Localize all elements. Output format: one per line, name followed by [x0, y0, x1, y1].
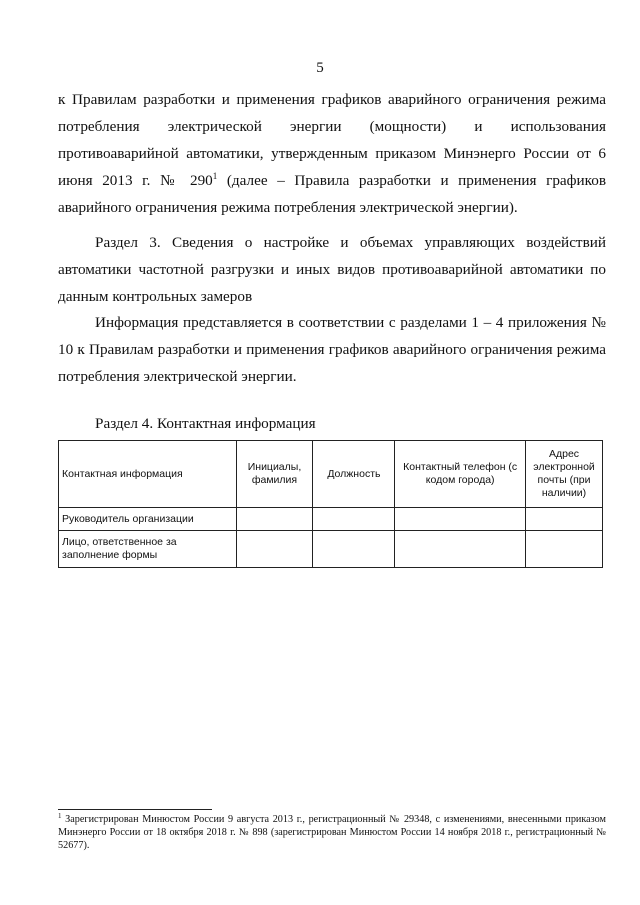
table-header-row — [59, 441, 603, 508]
section-3-description: Информация представляется в соответствии с разделами 1 – 4 приложения № 10 к Правилам разработки и применения графиков аварийного ограничения режима потребления электрической энергии. — [58, 314, 606, 385]
header-initials-surname: Инициалы, фамилия — [236, 441, 313, 508]
footnote — [58, 813, 606, 852]
paragraph-rules-reference-continuation: (далее – Правила разработки и применения графиков аварийного ограничения режима потребления электрической энергии). — [58, 172, 606, 216]
table-cell — [526, 531, 603, 568]
footnote-divider — [58, 809, 212, 810]
footnote-reference: 1 — [212, 171, 218, 181]
table-cell — [236, 531, 313, 568]
page-number: 5 — [316, 60, 324, 76]
header-contact-info: Контактная информация — [59, 441, 237, 508]
table-row — [59, 531, 603, 568]
header-email: Адрес электронной почты (при наличии) — [526, 441, 603, 508]
table-cell — [236, 508, 313, 531]
section-3-heading: Раздел 3. Сведения о настройке и объемах управляющих воздействий автоматики частотной разгрузки и иных видов противоаварийной автоматики по данным контрольных замеров — [58, 234, 606, 305]
table-cell — [395, 531, 526, 568]
footnote-text: Зарегистрирован Минюстом России 9 августа 2013 г., регистрационный № 29348, с изменениями, внесенными приказом Минэнерго России от 18 октября 2018 г. № 898 (зарегистрирован Минюстом России 14 ноября 2018 г., регистрационный № 52677). — [58, 814, 606, 851]
section-4-title: Раздел 4. Контактная информация — [95, 415, 316, 432]
contact-info-table — [58, 440, 603, 568]
header-position: Должность — [313, 441, 395, 508]
table-cell — [395, 508, 526, 531]
table-row — [59, 508, 603, 531]
paragraph-rules-reference — [58, 86, 606, 221]
header-phone: Контактный телефон (с кодом города) — [395, 441, 526, 508]
table-cell — [313, 508, 395, 531]
table-cell — [526, 508, 603, 531]
table-cell-role: Лицо, ответственное за заполнение формы — [59, 531, 237, 568]
paragraph-rules-reference-text: к Правилам разработки и применения графиков аварийного ограничения режима потребления электрической энергии (мощности) и использования противоаварийной автоматики, утвержденным приказом Минэнерго России от 6 июня 2013 г. № 290 — [58, 91, 606, 189]
table-cell-role: Руководитель организации — [59, 508, 237, 531]
footnote-marker: 1 — [58, 812, 62, 820]
table-cell — [313, 531, 395, 568]
